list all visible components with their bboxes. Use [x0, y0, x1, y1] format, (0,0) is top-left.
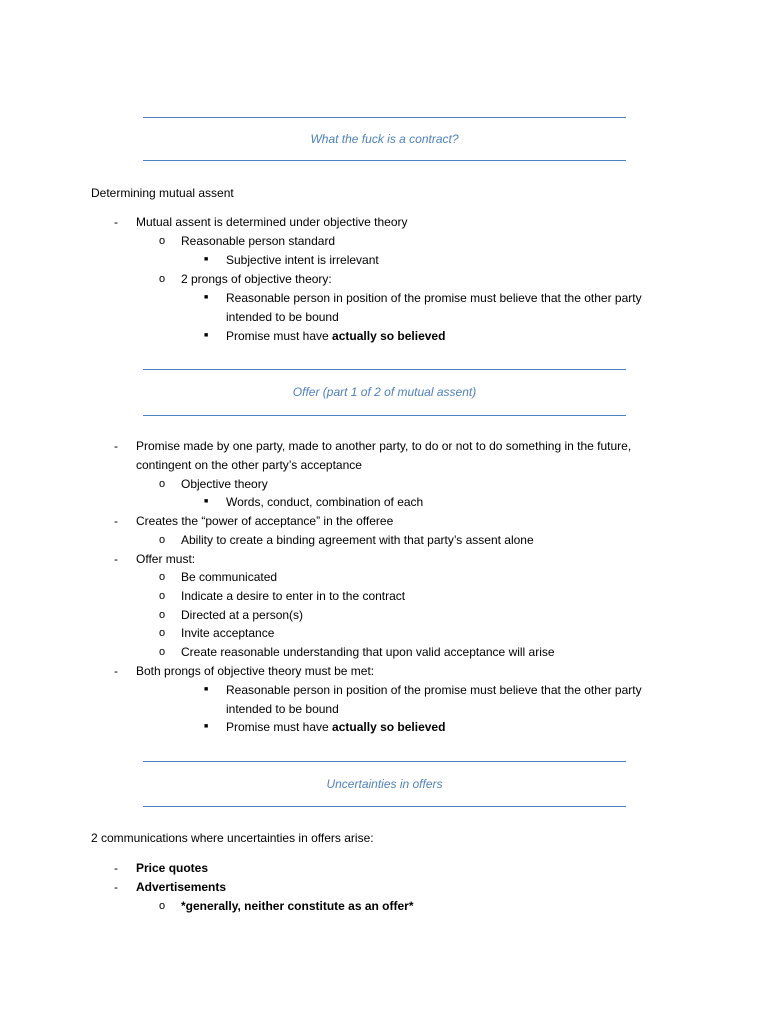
bullet-circle: o	[159, 609, 166, 621]
list-item	[226, 718, 445, 736]
bullet-circle: o	[159, 235, 166, 247]
list-item: Mutual assent is determined under objective theory	[136, 215, 408, 229]
list-item: Offer must:	[136, 552, 196, 566]
list-item: *generally, neither constitute as an offer*	[181, 899, 414, 913]
list-item: Advertisements	[136, 880, 227, 894]
list-item: Create reasonable understanding that upon valid acceptance will arise	[181, 645, 555, 659]
section-label-uncertainties: 2 communications where uncertainties in offers arise:	[91, 831, 374, 845]
bullet-square: ■	[204, 332, 209, 339]
emphasis-text: actually so believed	[332, 329, 446, 343]
bullet-circle: o	[159, 590, 166, 602]
bullet-square: ■	[204, 256, 209, 263]
bullet-circle: o	[159, 646, 166, 658]
heading-block-1	[143, 117, 626, 161]
heading-title: What the fuck is a contract?	[310, 132, 459, 146]
bullet-circle: o	[159, 900, 166, 912]
list-item: Reasonable person in position of the promise must believe that the other party	[226, 291, 642, 305]
bullet-circle: o	[159, 571, 166, 583]
bullet-dash: -	[114, 664, 118, 678]
bullet-circle: o	[159, 534, 166, 546]
heading-title: Offer (part 1 of 2 of mutual assent)	[292, 385, 477, 399]
bullet-circle: o	[159, 273, 166, 285]
heading-rule-bottom	[143, 806, 626, 807]
bullet-circle: o	[159, 478, 166, 490]
bullet-dash: -	[114, 215, 118, 229]
list-item: Words, conduct, combination of each	[226, 495, 424, 509]
bullet-square: ■	[204, 686, 209, 693]
list-item: 2 prongs of objective theory:	[181, 272, 332, 286]
bullet-dash: -	[114, 514, 118, 528]
list-item: Indicate a desire to enter in to the contract	[181, 589, 406, 603]
list-item: Subjective intent is irrelevant	[226, 253, 379, 267]
bullet-circle: o	[159, 627, 166, 639]
list-item-continuation: intended to be bound	[226, 310, 339, 324]
bullet-dash: -	[114, 439, 118, 453]
list-item: Ability to create a binding agreement with that party’s assent alone	[181, 533, 534, 547]
list-item-continuation: intended to be bound	[226, 702, 339, 716]
list-item	[226, 327, 445, 345]
list-item: Reasonable person standard	[181, 234, 336, 248]
list-item: Creates the “power of acceptance” in the offeree	[136, 514, 394, 528]
emphasis-text: actually so believed	[332, 720, 446, 734]
list-item: Directed at a person(s)	[181, 608, 304, 622]
bullet-dash: -	[114, 552, 118, 566]
heading-block-3	[143, 761, 626, 807]
section-label-mutual-assent: Determining mutual assent	[91, 186, 234, 200]
bullet-square: ■	[204, 498, 209, 505]
heading-block-2	[143, 369, 626, 416]
heading-title: Uncertainties in offers	[326, 777, 443, 791]
bullet-dash: -	[114, 861, 118, 875]
text-run: Promise must have	[226, 329, 333, 343]
text-run: Promise must have	[226, 720, 333, 734]
bullet-square: ■	[204, 294, 209, 301]
list-item: Objective theory	[181, 477, 268, 491]
heading-rule-bottom	[143, 415, 626, 416]
list-item: Reasonable person in position of the promise must believe that the other party	[226, 683, 642, 697]
list-item-continuation: contingent on the other party’s acceptance	[136, 458, 362, 472]
bullet-dash: -	[114, 880, 118, 894]
list-item: Invite acceptance	[181, 626, 275, 640]
list-item: Price quotes	[136, 861, 209, 875]
bullet-square: ■	[204, 723, 209, 730]
list-item: Both prongs of objective theory must be met:	[136, 664, 375, 678]
heading-rule-bottom	[143, 160, 626, 161]
list-item: Be communicated	[181, 570, 278, 584]
list-item: Promise made by one party, made to another party, to do or not to do something in the future,	[136, 439, 632, 453]
